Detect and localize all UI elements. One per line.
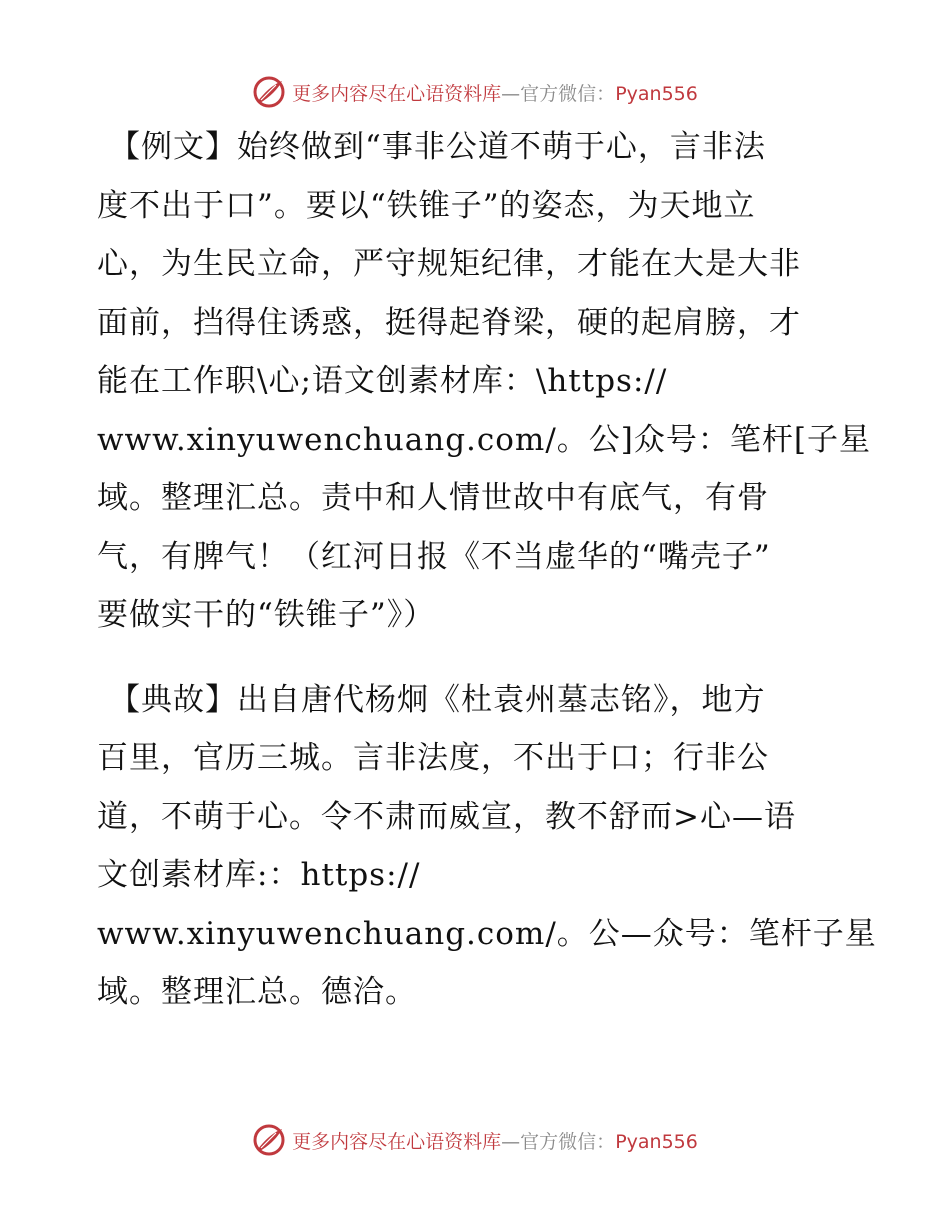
text-line: www.xinyuwenchuang.com/。公]众号：笔杆[子星 — [97, 421, 871, 458]
text-line: 文创素材库:：https:// — [97, 857, 421, 893]
text-line: 要做实干的“铁锥子”》） — [97, 597, 436, 633]
header-text — [292, 79, 698, 106]
footer-wechat-id: Pyan556 — [615, 1130, 698, 1153]
text-line: 心，为生民立命，严守规矩纪律，才能在大是大非 — [97, 246, 801, 282]
header-banner — [0, 72, 950, 112]
footer-slogan: 更多内容尽在心语资料库 — [292, 1130, 502, 1153]
text-line: 能在工作职\心;语文创素材库：\https:// — [97, 363, 668, 399]
text-line: 气，有脾气！（红河日报《不当虚华的“嘴壳子” — [97, 538, 771, 575]
footer-dash: — — [501, 1130, 521, 1153]
text-line: www.xinyuwenchuang.com/。公—众号：笔杆子星 — [97, 915, 877, 952]
footer-wechat-label: 官方微信： — [520, 1130, 616, 1153]
header-slogan: 更多内容尽在心语资料库 — [292, 82, 502, 105]
text-line: 【例文】始终做到“事非公道不萌于心，言非法 — [109, 129, 766, 165]
text-line: 面前，挡得住诱惑，挺得起脊梁，硬的起肩膀，才 — [97, 304, 801, 341]
text-line: 【典故】出自唐代杨炯《杜袁州墓志铭》，地方 — [109, 681, 766, 718]
text-line: 域。整理汇总。责中和人情世故中有底气，有骨 — [97, 480, 769, 516]
header-wechat-label: 官方微信： — [520, 82, 616, 105]
example-paragraph — [97, 118, 871, 645]
document-body — [97, 118, 877, 1048]
text-line: 度不出于口”。要以“铁锥子”的姿态，为天地立 — [97, 187, 756, 224]
footer-banner — [0, 1120, 950, 1160]
feather-pen-logo-icon — [252, 1123, 286, 1157]
header-dash: — — [501, 82, 521, 105]
text-line: 百里，官历三城。言非法度，不出于口；行非公 — [97, 740, 769, 776]
text-line: 道，不萌于心。令不肃而威宣，教不舒而>心—语 — [97, 798, 796, 835]
text-line: 域。整理汇总。德洽。 — [97, 974, 417, 1010]
allusion-paragraph — [97, 671, 877, 1022]
header-wechat-id: Pyan556 — [615, 82, 698, 105]
footer-text — [292, 1127, 698, 1154]
feather-pen-logo-icon — [252, 75, 286, 109]
